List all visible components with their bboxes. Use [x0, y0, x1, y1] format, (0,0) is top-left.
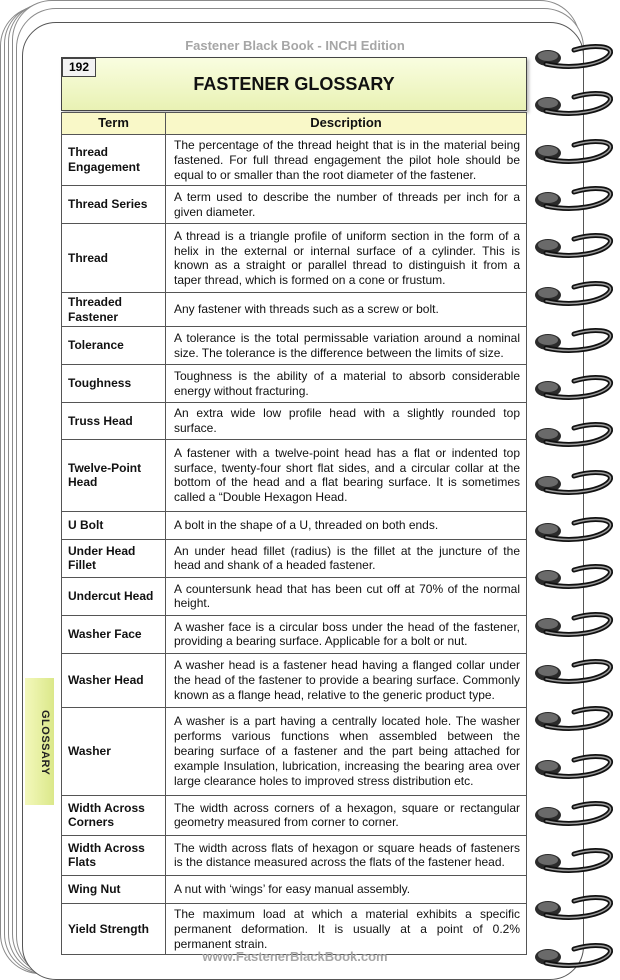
table-row [62, 835, 527, 875]
term-cell: Tolerance [62, 327, 166, 365]
spiral-coil [534, 89, 618, 119]
description-cell: A washer face is a circular boss under the head of the fastener, providing a bearing surface. Applicable for a bolt or nut. [166, 615, 527, 653]
term-cell: Thread Series [62, 186, 166, 224]
term-cell: Threaded Fastener [62, 293, 166, 327]
table-row [62, 511, 527, 539]
spiral-coil [534, 657, 618, 687]
description-cell: A washer head is a fastener head having a flanged collar under the head of the fastener to provide a bearing surface. Commonly known as a flange head, relative to the generic product type. [166, 653, 527, 707]
spiral-coil [534, 420, 618, 450]
table-row [62, 293, 527, 327]
description-cell: The width across corners of a hexagon, square or rectangular geometry measured from corner to corner. [166, 795, 527, 835]
table-header-row [62, 113, 527, 135]
description-cell: A bolt in the shape of a U, threaded on both ends. [166, 511, 527, 539]
table-row [62, 539, 527, 577]
term-cell: Thread Engagement [62, 135, 166, 186]
table-row [62, 903, 527, 954]
spiral-coil [534, 562, 618, 592]
table-row [62, 615, 527, 653]
book-title-header: Fastener Black Book - INCH Edition [185, 38, 405, 53]
term-cell: Yield Strength [62, 903, 166, 954]
table-row [62, 186, 527, 224]
spiral-coil [534, 468, 618, 498]
term-cell: Wing Nut [62, 875, 166, 903]
website-footer: www.FastenerBlackBook.com [202, 949, 388, 964]
spiral-coil [534, 704, 618, 734]
table-row [62, 224, 527, 293]
page-number: 192 [62, 58, 96, 77]
description-cell: The maximum load at which a material exhibits a specific permanent deformation. It is usually at a point of 0.2% permanent strain. [166, 903, 527, 954]
spiral-coil [534, 137, 618, 167]
term-cell: Washer Head [62, 653, 166, 707]
table-row [62, 875, 527, 903]
description-cell: A tolerance is the total permissable variation around a nominal size. The tolerance is the difference between the limits of size. [166, 327, 527, 365]
table-row [62, 439, 527, 511]
description-cell: Toughness is the ability of a material to absorb considerable energy without fracturing. [166, 365, 527, 403]
term-cell: Undercut Head [62, 577, 166, 615]
description-column-header: Description [166, 113, 527, 135]
spiral-coil [534, 231, 618, 261]
spiral-coil [534, 799, 618, 829]
description-cell: The percentage of the thread height that is in the material being fastened. For full thread engagement the pilot hole should be equal to or smaller than the root diameter of the fastener. [166, 135, 527, 186]
table-row [62, 577, 527, 615]
page-title: FASTENER GLOSSARY [193, 74, 395, 94]
description-cell: The width across flats of hexagon or square heads of fasteners is the distance measured across the flats of the fastener head. [166, 835, 527, 875]
table-row [62, 795, 527, 835]
term-column-header: Term [62, 113, 166, 135]
term-cell: Under Head Fillet [62, 539, 166, 577]
table-row [62, 707, 527, 795]
spiral-coil [534, 42, 618, 72]
term-cell: Truss Head [62, 403, 166, 440]
spiral-coil [534, 941, 618, 971]
side-tab-label: GLOSSARY [39, 710, 51, 776]
description-cell: An extra wide low profile head with a slightly rounded top surface. [166, 403, 527, 440]
term-cell: Toughness [62, 365, 166, 403]
description-cell: A thread is a triangle profile of uniform section in the form of a helix in the external or internal surface of a cylinder. This is known as a straight or parallel thread to distinguish it from a taper thread, which is formed on a cone or frustum. [166, 224, 527, 293]
spiral-coil [534, 326, 618, 356]
table-row [62, 365, 527, 403]
description-cell: A fastener with a twelve-point head has a flat or indented top surface, twenty-four short flat sides, and a circular collar at the bottom of the head and a flat bearing surface. It is sometimes called a “Double Hexagon Head. [166, 439, 527, 511]
description-cell: Any fastener with threads such as a screw or bolt. [166, 293, 527, 327]
table-row [62, 135, 527, 186]
spiral-coil [534, 515, 618, 545]
description-cell: A term used to describe the number of threads per inch for a given diameter. [166, 186, 527, 224]
term-cell: U Bolt [62, 511, 166, 539]
spiral-coil [534, 846, 618, 876]
description-cell: A washer is a part having a centrally located hole. The washer performs various functions when assembled between the bearing surface of a fastener and the part being attached for example Insulation, lubrication, increasing the bearing area over large clearance holes to improved stress distribution etc. [166, 707, 527, 795]
spiral-coil [534, 752, 618, 782]
description-cell: A nut with ‘wings’ for easy manual assembly. [166, 875, 527, 903]
spiral-coil [534, 279, 618, 309]
term-cell: Width Across Flats [62, 835, 166, 875]
term-cell: Width Across Corners [62, 795, 166, 835]
term-cell: Twelve-Point Head [62, 439, 166, 511]
term-cell: Washer Face [62, 615, 166, 653]
spiral-coil [534, 184, 618, 214]
description-cell: A countersunk head that has been cut off at 70% of the normal height. [166, 577, 527, 615]
table-row [62, 403, 527, 440]
spiral-coil [534, 610, 618, 640]
spiral-coil [534, 373, 618, 403]
term-cell: Thread [62, 224, 166, 293]
glossary-table [61, 112, 527, 955]
term-cell: Washer [62, 707, 166, 795]
description-cell: An under head fillet (radius) is the fillet at the juncture of the head and shank of a headed fastener. [166, 539, 527, 577]
table-row [62, 327, 527, 365]
spiral-coil [534, 893, 618, 923]
table-row [62, 653, 527, 707]
